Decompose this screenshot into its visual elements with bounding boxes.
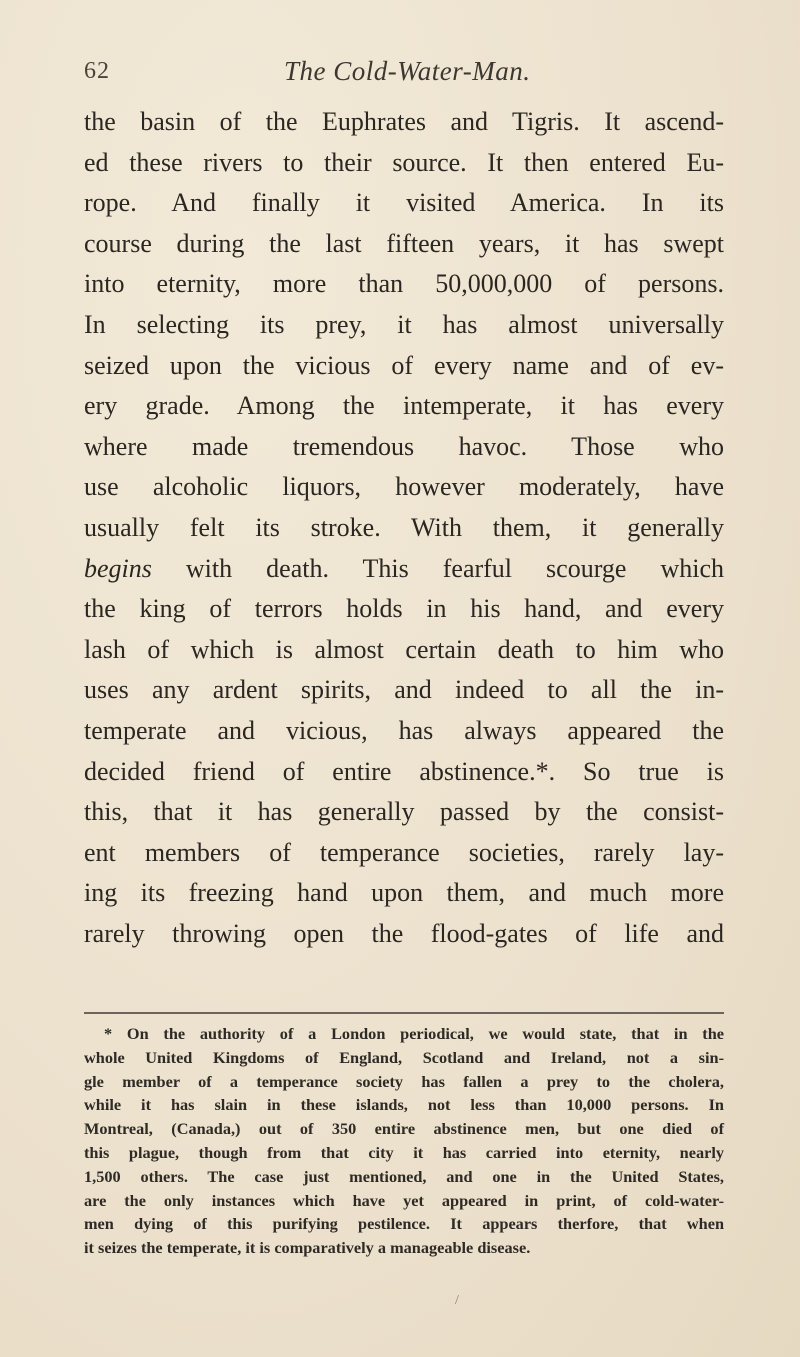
body-line: ent members of temperance societies, rarely lay-: [84, 837, 724, 867]
footnote-line: while it has slain in these islands, not less than 10,000 persons. In: [84, 1095, 724, 1115]
body-line: the basin of the Euphrates and Tigris. It ascend-: [84, 107, 724, 136]
body-line: use alcoholic liquors, however moderately, have: [84, 472, 724, 502]
page-number: 62: [84, 58, 110, 84]
footnote-line: this plague, though from that city it has carried into eternity, nearly: [84, 1142, 724, 1162]
body-line: decided friend of entire abstinence.*. So true is: [84, 756, 724, 786]
footnote-rule: [84, 1012, 724, 1014]
body-line: course during the last fifteen years, it has swept: [84, 228, 724, 258]
running-head: [84, 58, 724, 98]
footnote-line: whole United Kingdoms of England, Scotland and Ireland, not a sin-: [84, 1047, 724, 1067]
footnote-line: 1,500 others. The case just mentioned, and one in the United States,: [84, 1166, 724, 1186]
footnote-line: it seizes the temperate, it is comparatively a manageable disease.: [84, 1238, 531, 1258]
body-line: begins with death. This fearful scourge which: [84, 553, 724, 583]
body-line: where made tremendous havoc. Those who: [84, 431, 724, 461]
body-line: lash of which is almost certain death to him who: [84, 634, 724, 664]
body-line: usually felt its stroke. With them, it generally: [84, 512, 724, 542]
stray-ink-mark: /: [455, 1293, 459, 1308]
body-line: the king of terrors holds in his hand, and every: [84, 594, 724, 624]
body-line: seized upon the vicious of every name and of ev-: [84, 350, 724, 380]
body-text: [84, 102, 724, 954]
body-line: ing its freezing hand upon them, and much more: [84, 878, 724, 908]
footnote-line: Montreal, (Canada,) out of 350 entire abstinence men, but one died of: [84, 1119, 724, 1139]
footnote-line: are the only instances which have yet appeared in print, of cold-water-: [84, 1190, 724, 1210]
italic-word: begins: [84, 553, 152, 583]
footnote-line: * On the authority of a London periodical, we would state, that in the: [104, 1024, 724, 1043]
footnote-line: gle member of a temperance society has fallen a prey to the cholera,: [84, 1071, 724, 1091]
body-line: into eternity, more than 50,000,000 of persons.: [84, 269, 724, 299]
running-title: The Cold-Water-Man.: [284, 56, 531, 86]
body-line: rope. And finally it visited America. In its: [84, 188, 724, 218]
body-line: In selecting its prey, it has almost universally: [84, 309, 724, 339]
footnote-line: men dying of this purifying pestilence. It appears therfore, that when: [84, 1214, 724, 1234]
body-line: ery grade. Among the intemperate, it has every: [84, 391, 724, 421]
body-line: ed these rivers to their source. It then entered Eu-: [84, 147, 724, 177]
body-line: rarely throwing open the flood-gates of life and: [84, 918, 724, 948]
footnote: [84, 1022, 724, 1260]
body-line: temperate and vicious, has always appeared the: [84, 715, 724, 745]
body-line: uses any ardent spirits, and indeed to all the in-: [84, 675, 724, 705]
body-line: this, that it has generally passed by the consist-: [84, 797, 724, 827]
